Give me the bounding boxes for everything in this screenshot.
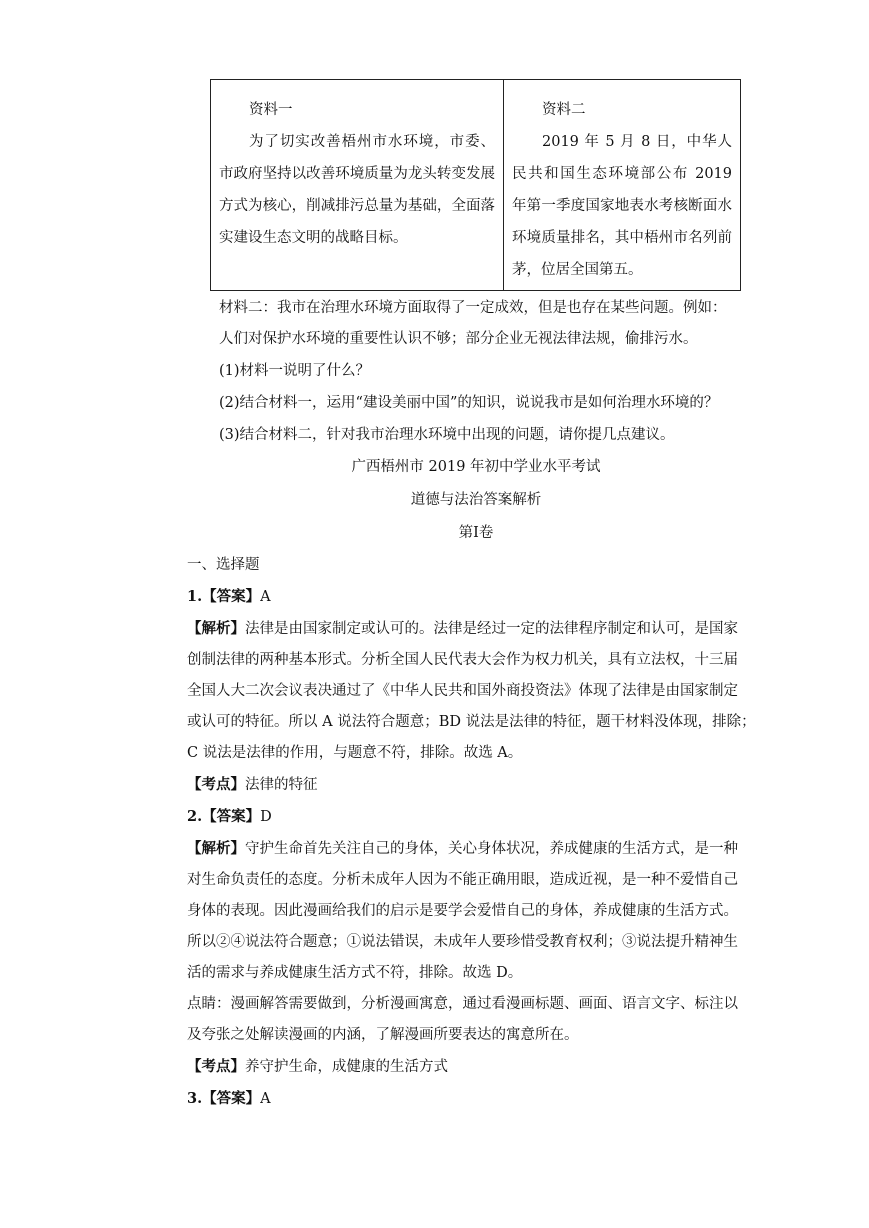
answer-title: 广西梧州市 2019 年初中学业水平考试: [351, 459, 601, 475]
point-value: 法律的特征: [245, 777, 318, 793]
question-2: (2)结合材料一，运用“建设美丽中国”的知识，说说我市是如何治理水环境的？: [219, 395, 719, 411]
analysis-text: 全国人大二次会议表决通过了《中华人民共和国外商投资法》体现了法律是由国家制定: [187, 683, 738, 699]
analysis-text: 所以②④说法符合题意；①说法错误，未成年人要珍惜受教育权利；③说法提升精神生: [187, 934, 738, 950]
material-two-title: 资料二: [542, 102, 586, 118]
note-text: 点睛：漫画解答需要做到，分析漫画寓意，通过看漫画标题、画面、语言文字、标注以: [187, 996, 738, 1012]
analysis-text: 对生命负责任的态度。分析未成年人因为不能正确用眼，造成近视，是一种不爱惜自己: [187, 872, 738, 888]
item-2-analysis-line: [187, 833, 765, 865]
material-two-body: 2019 年 5 月 8 日，中华人民共和国生态环境部公布 2019 年第一季度国家地表水考核断面水环境质量排名，其中梧州市名列前茅，位居全国第五。: [512, 134, 732, 278]
answer-value: A: [260, 589, 271, 605]
material-one-cell: [211, 80, 504, 291]
item-1-analysis-line: [187, 613, 765, 645]
material-one-body: 为了切实改善梧州市水环境，市委、市政府坚持以改善环境质量为龙头转变发展方式为核心，削减排污总量为基础，全面落实建设生态文明的战略目标。: [219, 134, 495, 246]
document-content: [187, 293, 765, 1115]
question-1: (1)材料一说明了什么？: [219, 363, 371, 379]
analysis-text: C 说法是法律的作用，与题意不符，排除。故选 A。: [187, 745, 523, 761]
answer-value: A: [260, 1091, 271, 1107]
item-1-answer: [187, 581, 765, 613]
answer-label: 3.【答案】: [187, 1090, 261, 1107]
answer-volume: 第Ⅰ卷: [458, 525, 494, 541]
question-3: (3)结合材料二，针对我市治理水环境中出现的问题，请你提几点建议。: [219, 427, 675, 443]
analysis-label: 【解析】: [187, 620, 245, 637]
point-label: 【考点】: [187, 1058, 245, 1075]
material-two-cell: [504, 80, 741, 291]
item-1-point: [187, 769, 765, 801]
materials-table: [210, 79, 741, 291]
point-label: 【考点】: [187, 776, 245, 793]
point-value: 养守护生命，成健康的生活方式: [245, 1059, 448, 1075]
material2-line2: 人们对保护水环境的重要性认识不够；部分企业无视法律法规，偷排污水。: [219, 331, 698, 347]
item-2-answer: [187, 801, 765, 833]
item-2-point: [187, 1051, 765, 1083]
analysis-text: 创制法律的两种基本形式。分析全国人民代表大会作为权力机关，具有立法权，十三届: [187, 652, 738, 668]
analysis-text: 守护生命首先关注自己的身体，关心身体状况，养成健康的生活方式，是一种: [245, 841, 738, 857]
answer-label: 1.【答案】: [187, 588, 261, 605]
answer-value: D: [260, 809, 272, 825]
material2-line1: 材料二：我市在治理水环境方面取得了一定成效，但是也存在某些问题。例如：: [219, 300, 727, 316]
material-one-title: 资料一: [249, 102, 293, 118]
answer-subtitle: 道德与法治答案解析: [410, 492, 542, 508]
analysis-text: 身体的表现。因此漫画给我们的启示是要学会爱惜自己的身体，养成健康的生活方式。: [187, 903, 738, 919]
note-text: 及夸张之处解读漫画的内涵，了解漫画所要表达的寓意所在。: [187, 1027, 579, 1043]
analysis-text: 或认可的特征。所以 A 说法符合题意；BD 说法是法律的特征，题干材料没体现，排除；: [187, 714, 756, 730]
analysis-text: 活的需求与养成健康生活方式不符，排除。故选 D。: [187, 965, 523, 981]
analysis-label: 【解析】: [187, 840, 245, 857]
answer-label: 2.【答案】: [187, 808, 261, 825]
item-3-answer: [187, 1083, 765, 1115]
analysis-text: 法律是由国家制定或认可的。法律是经过一定的法律程序制定和认可，是国家: [245, 621, 738, 637]
section-heading: 一、选择题: [187, 557, 260, 573]
